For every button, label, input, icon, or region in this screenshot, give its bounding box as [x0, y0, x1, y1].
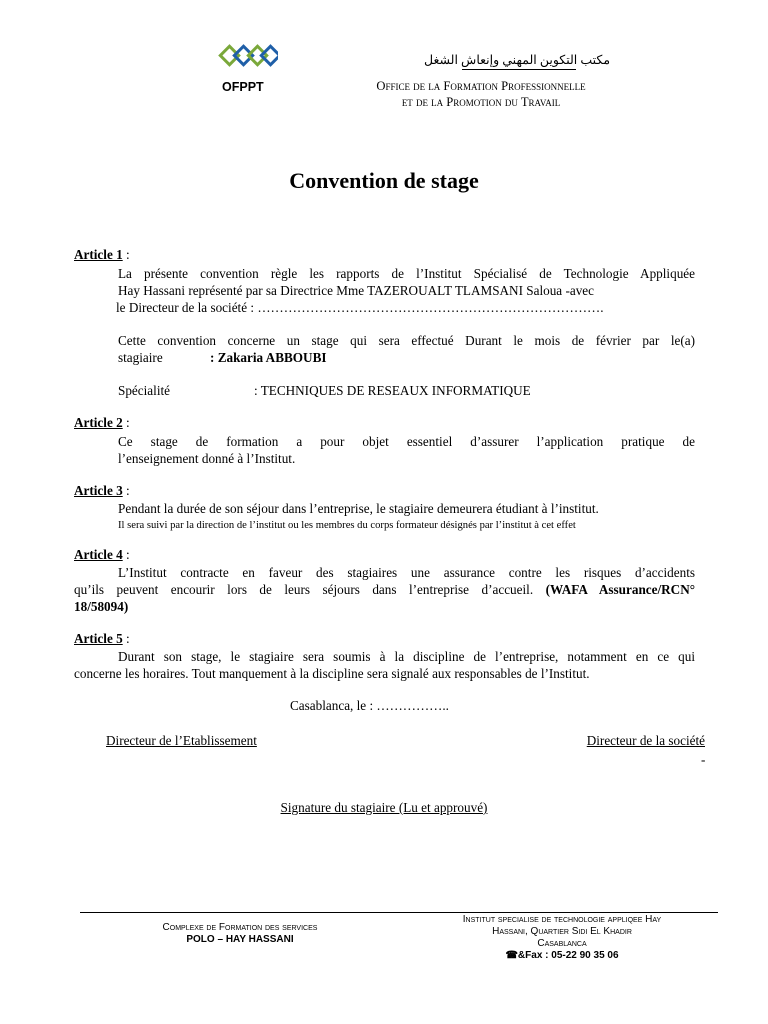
article-2-heading — [74, 415, 130, 431]
logo-text: OFPPT — [222, 80, 264, 94]
article-3-label: Article 3 — [74, 483, 123, 498]
article-3-heading — [74, 483, 130, 499]
article-1-heading — [74, 247, 130, 263]
article-4-text-2: qu’ils peuvent encourir lors de leurs séjours dans l’entreprise d’accueil. — [74, 582, 534, 597]
ofppt-logo — [218, 44, 278, 68]
article-5-line-2 — [74, 665, 695, 682]
article-3-colon: : — [122, 483, 130, 498]
signature-dash: - — [701, 752, 706, 767]
article-5-text-1: Durant son stage, le stagiaire sera soumis à la discipline de l’entreprise, notamment en ce qui — [118, 649, 695, 664]
article-3-line-2: Il sera suivi par la direction de l’institut ou les membres du corps formateur désignés par l’institut à cet effet — [118, 520, 576, 532]
specialty-value: : TECHNIQUES DE RESEAUX INFORMATIQUE — [254, 383, 531, 398]
article-4-line-1 — [118, 564, 695, 581]
footer-divider — [80, 912, 718, 913]
footer-right — [420, 914, 704, 962]
article-1-line-1: La présente convention règle les rapports de l’Institut Spécialisé de Technologie Appliquée — [118, 266, 695, 281]
insurance-number: 18/58094) — [74, 599, 129, 615]
article-1-line-2: Hay Hassani représenté par sa Directrice Mme TAZEROUALT TLAMSANI Saloua -avec — [118, 283, 594, 299]
document-title: Convention de stage — [289, 168, 479, 193]
footer-complex-name: Complexe de Formation des services — [162, 922, 318, 933]
footer-institute-line-1: Institut specialise de technologie appliqee Hay — [462, 914, 662, 925]
article-1-internship — [118, 332, 695, 366]
article-1-body — [118, 265, 695, 317]
office-line-1: Office de la Formation Professionnelle — [376, 79, 586, 93]
article-4-heading — [74, 547, 130, 563]
footer-left — [130, 922, 350, 946]
article-5-text-2: concerne les horaires. Tout manquement à la discipline sera signalé aux responsables de l’Institut. — [74, 666, 590, 681]
article-5-line-1 — [118, 648, 695, 665]
arabic-underline — [462, 69, 576, 70]
place-date: Casablanca, le : …………….. — [290, 698, 449, 713]
article-2-body — [118, 433, 695, 467]
signature-director-company: Directeur de la société — [586, 733, 705, 748]
signature-trainee: Signature du stagiaire (Lu et approuvé) — [280, 800, 488, 815]
article-4-label: Article 4 — [74, 547, 123, 562]
article-5-colon: : — [122, 631, 130, 646]
article-5-label: Article 5 — [74, 631, 123, 646]
article-4-text-1: L’Institut contracte en faveur des stagiaires une assurance contre les risques d’accidents — [118, 565, 695, 580]
article-1-colon: : — [122, 247, 130, 262]
article-3-body — [118, 500, 695, 534]
insurance-ref: (WAFA Assurance/RCN° — [545, 582, 695, 597]
article-2-line-2: l’enseignement donné à l’Institut. — [118, 451, 296, 467]
footer-institute-city: Casablanca — [537, 938, 587, 949]
article-1-label: Article 1 — [74, 247, 123, 262]
article-4-rest — [74, 581, 695, 615]
signature-director-establishment: Directeur de l’Etablissement — [106, 733, 257, 748]
article-2-label: Article 2 — [74, 415, 123, 430]
article-3-line-1: Pendant la durée de son séjour dans l’entreprise, le stagiaire demeurera étudiant à l’institut. — [118, 501, 599, 516]
article-5-heading — [74, 631, 130, 647]
trainee-label: stagiaire — [118, 350, 163, 366]
specialty-row — [118, 382, 695, 399]
arabic-office-name: مكتب التكوين المهني وإنعاش الشغل — [424, 53, 611, 67]
article-2-line-1: Ce stage de formation a pour objet essentiel d’assurer l’application pratique de — [118, 434, 695, 449]
article-4-colon: : — [122, 547, 130, 562]
phone-icon: ☎ — [505, 950, 518, 961]
office-name — [340, 78, 622, 110]
office-line-2: et de la Promotion du Travail — [401, 95, 561, 109]
article-1-line-3: le Directeur de la société : ……………………………………………………………………. — [116, 300, 604, 316]
article-1-line-4: Cette convention concerne un stage qui sera effectué Durant le mois de février par le(a) — [118, 333, 695, 348]
specialty-label: Spécialité — [118, 383, 170, 398]
footer-fax: &Fax : 05-22 90 35 06 — [517, 950, 619, 961]
footer-institute-line-2: Hassani, Quartier Sidi El Khadir — [492, 926, 632, 937]
trainee-name: : Zakaria ABBOUBI — [210, 350, 327, 366]
article-2-colon: : — [122, 415, 130, 430]
footer-complex-location: POLO – HAY HASSANI — [186, 934, 294, 945]
